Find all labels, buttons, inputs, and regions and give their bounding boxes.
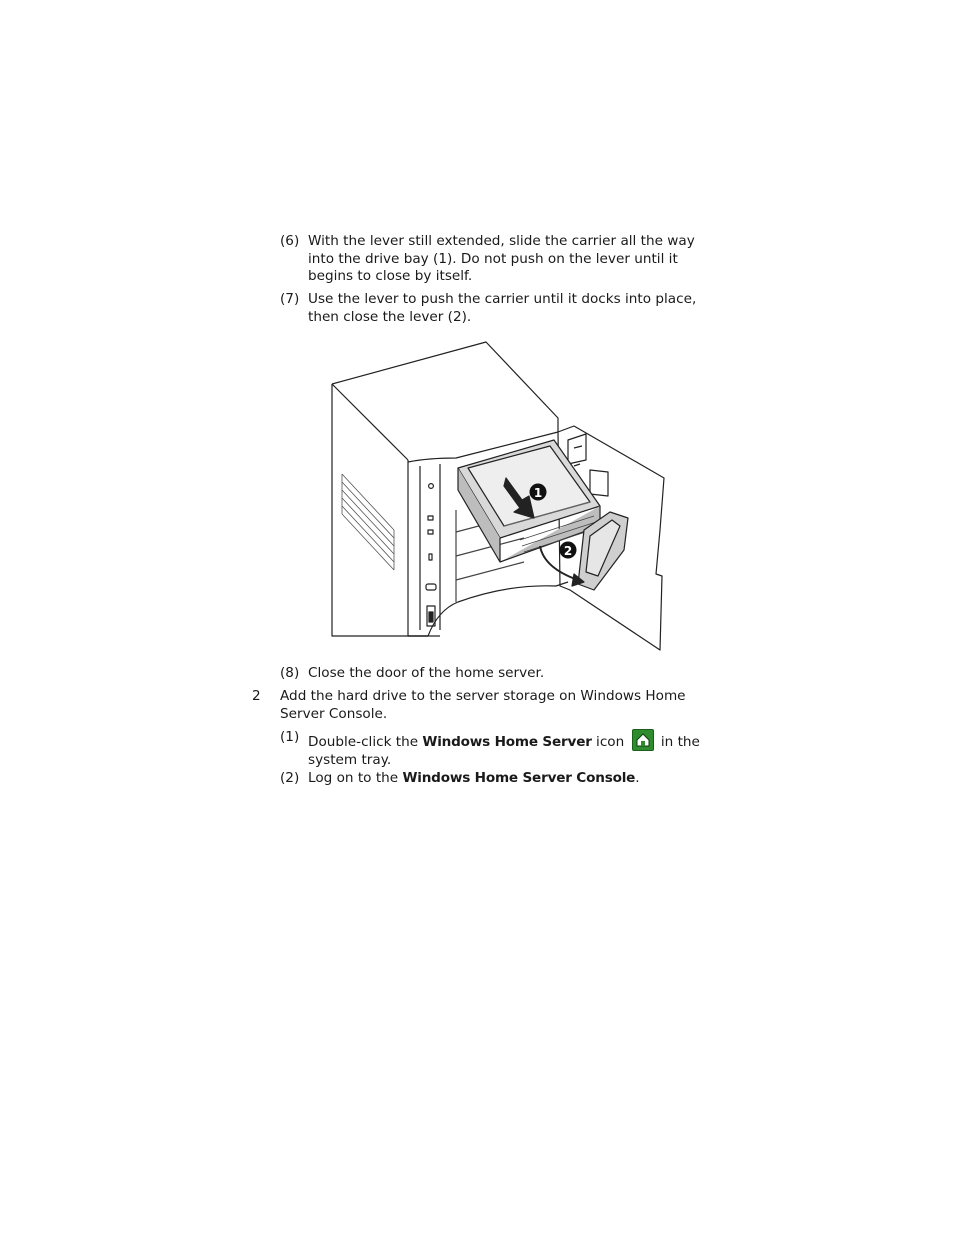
windows-home-server-console-label: Windows Home Server Console [402, 770, 636, 786]
windows-home-server-icon [632, 729, 654, 751]
callout-2 [560, 542, 577, 559]
step-number: (2) [280, 770, 300, 786]
text-pre: Log on to the [308, 770, 403, 786]
text-post: . [635, 770, 640, 786]
step-text [308, 770, 720, 788]
step-number: (8) [280, 665, 300, 681]
step-text [308, 729, 720, 769]
step-text: Use the lever to push the carrier until it docks into place, then close the lever (2). [308, 291, 697, 325]
step-number: (6) [280, 233, 300, 249]
server-drive-insertion-illustration [328, 340, 668, 652]
text-mid: icon [591, 734, 629, 750]
svg-text:2: 2 [563, 544, 573, 558]
svg-text:1: 1 [533, 486, 543, 500]
step-text: Close the door of the home server. [308, 665, 545, 681]
step-number: (1) [280, 729, 300, 745]
step-text: Add the hard drive to the server storage on Windows Home Server Console. [280, 688, 686, 722]
text-post: in the system tray. [308, 734, 700, 768]
step-number: (7) [280, 291, 300, 307]
windows-home-server-label: Windows Home Server [422, 734, 592, 750]
step-number: 2 [252, 688, 261, 704]
callout-1 [530, 484, 547, 501]
step-text: With the lever still extended, slide the carrier all the way into the drive bay (1). Do not push on the lever until it begins to close by itself. [308, 233, 695, 284]
text-pre: Double-click the [308, 734, 423, 750]
